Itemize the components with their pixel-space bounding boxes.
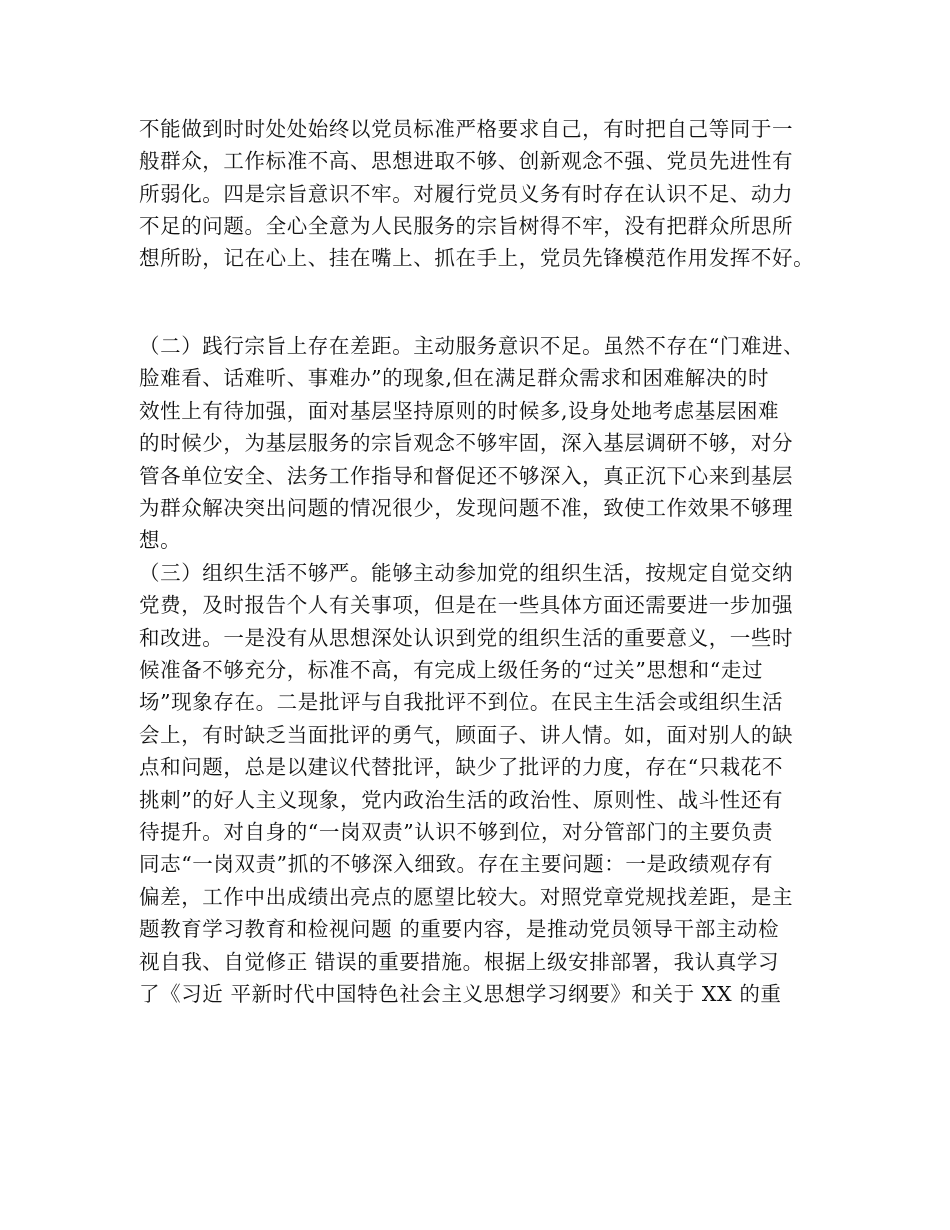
text-line: 的时候少，为基层服务的宗旨观念不够牢固，深入基层调研不够，对分 (139, 431, 794, 455)
text-line: 为群众解决突出问题的情况很少，发现问题不准，致使工作效果不够理 (139, 496, 794, 520)
text-line: 视自我、自觉修正 错误的重要措施。根据上级安排部署，我认真学习 (139, 950, 780, 974)
text-line: 点和问题，总是以建议代替批评，缺少了批评的力度，存在“只栽花不 (139, 755, 784, 779)
text-line: 党费，及时报告个人有关事项，但是在一些具体方面还需要进一步加强 (139, 593, 794, 617)
text-line: 想。 (139, 528, 182, 552)
text-line: （二）践行宗旨上存在差距。主动服务意识不足。虽然不存在“门难进、 (139, 334, 805, 358)
text-line: 不能做到时时处处始终以党员标准严格要求自己，有时把自己等同于一 (139, 117, 794, 141)
text-line: 般群众，工作标准不高、思想进取不够、创新观念不强、党员先进性有 (139, 149, 794, 173)
text-line: 效性上有待加强，面对基层坚持原则的时候多,设身处地考虑基层困难 (139, 399, 780, 423)
text-line: （三）组织生活不够严。能够主动参加党的组织生活，按规定自觉交纳 (139, 561, 794, 585)
text-line: 和改进。一是没有从思想深处认识到党的组织生活的重要意义，一些时 (139, 626, 794, 650)
text-line: 同志“一岗双责”抓的不够深入细致。存在主要问题：一是政绩观存有 (139, 852, 774, 876)
text-line: 想所盼，记在心上、挂在嘴上、抓在手上，党员先锋模范作用发挥不好。 (139, 246, 815, 270)
text-line: 挑刺”的好人主义现象，党内政治生活的政治性、原则性、战斗性还有 (139, 788, 784, 812)
text-line: 题教育学习教育和检视问题 的重要内容，是推动党员领导干部主动检 (139, 917, 780, 941)
text-line: 不足的问题。全心全意为人民服务的宗旨树得不牢，没有把群众所思所 (139, 214, 794, 238)
text-line: 所弱化。四是宗旨意识不牢。对履行党员义务有时存在认识不足、动力 (139, 182, 794, 206)
text-line: 待提升。对自身的“一岗双责”认识不够到位，对分管部门的主要负责 (139, 820, 774, 844)
text-line: 偏差，工作中出成绩出亮点的愿望比较大。对照党章党规找差距，是主 (139, 885, 794, 909)
text-line: 脸难看、话难听、事难办”的现象,但在满足群众需求和困难解决的时 (139, 366, 770, 390)
text-line: 场”现象存在。二是批评与自我批评不到位。在民主生活会或组织生活 (139, 690, 784, 714)
text-line: 了《习近 平新时代中国特色社会主义思想学习纲要》和关于 XX 的重 (139, 982, 782, 1006)
text-line: 会上，有时缺乏当面批评的勇气，顾面子、讲人情。如，面对别人的缺 (139, 723, 794, 747)
text-line: 候准备不够充分，标准不高，有完成上级任务的“过关”思想和“走过 (139, 658, 764, 682)
text-line: 管各单位安全、法务工作指导和督促还不够深入，真正沉下心来到基层 (139, 464, 794, 488)
